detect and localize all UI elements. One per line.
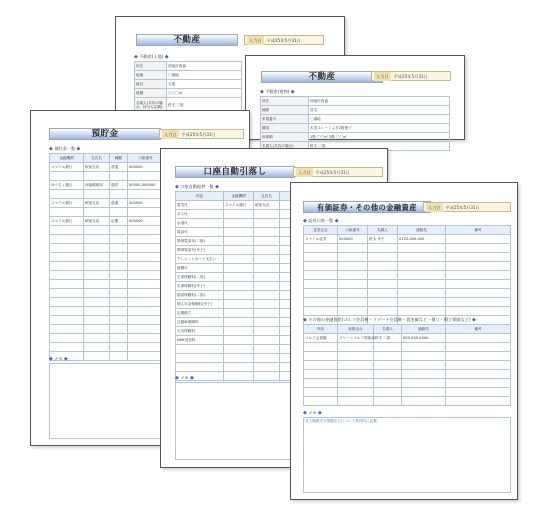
entered-date-value: 平成25年5月31日 <box>266 38 301 43</box>
diamond-bullet-icon: ◆ <box>63 356 68 362</box>
section-heading: ◆ 証券口座一覧 ◆ <box>303 218 339 224</box>
table-row: 電気代 スマイル銀行 駅前支店 <box>176 201 383 210</box>
table-row <box>135 89 242 98</box>
entered-date-label: 入力日 <box>428 205 441 210</box>
table-row: ゴルフ会員権 グリーンゴルフ倶楽部 鈴木 二郎 000-000-0000 <box>304 334 511 343</box>
column-header: 口座番号 <box>128 154 164 163</box>
field-label: 所在 <box>261 97 309 106</box>
page-title: 有価証券・その他の金融資産 <box>303 201 431 213</box>
table-row: スマイル銀行 駅前支店 普通 000000 <box>50 163 247 172</box>
field-value: 居宅 <box>309 106 450 115</box>
table-row: 生命保険料(二郎) <box>176 273 383 282</box>
field-value: 〇〇〇㎡ <box>167 89 242 98</box>
table-row <box>304 379 511 388</box>
column-header: 連絡先 <box>398 226 446 235</box>
diamond-bullet-icon: ◆ <box>215 184 219 190</box>
table-row <box>304 298 511 307</box>
field-value: 木造スレートぶき2階建て <box>309 124 450 133</box>
entered-date-label: 入力日 <box>376 74 389 79</box>
column-header: 証券会社 <box>304 226 338 235</box>
field-value: 1階 〇〇㎡ 2階 〇〇㎡ <box>309 133 450 142</box>
entered-date-value: 平成25年5月31日 <box>181 132 216 137</box>
entered-date <box>423 202 511 212</box>
table-row <box>304 352 511 361</box>
table-row <box>304 262 511 271</box>
table-row: 携帯電話代(二郎) <box>176 237 383 246</box>
field-label: 家屋番号 <box>261 115 309 124</box>
diamond-bullet-icon: ◆ <box>175 375 179 381</box>
diamond-bullet-icon: ◆ <box>260 89 264 95</box>
table-row: 水道代 <box>176 219 383 228</box>
field-label: 構造 <box>261 124 309 133</box>
memo-heading: ◆ メモ ◆ <box>49 356 68 362</box>
field-value: 宅地 <box>167 80 242 89</box>
field-label: 所在 <box>135 62 167 71</box>
diamond-bullet-icon: ◆ <box>303 410 307 416</box>
sheet-real-estate-building <box>245 55 465 148</box>
table-row: NHK受信料 <box>176 336 383 345</box>
table-row <box>261 115 450 124</box>
entered-date-label: 入力日 <box>249 38 262 43</box>
memo-note: 非上場株式や国債などについて具体的に記載 <box>305 419 377 423</box>
column-header: 名義人 <box>374 325 402 334</box>
entered-date <box>371 71 451 81</box>
table-row <box>304 343 511 352</box>
sheet-securities <box>290 182 518 500</box>
diamond-bullet-icon: ◆ <box>164 54 169 60</box>
column-header: 金融機関 <box>224 192 254 201</box>
table-row <box>304 244 511 253</box>
diamond-bullet-icon: ◆ <box>189 375 194 381</box>
section-heading: ◆ 預貯金一覧 ◆ <box>49 146 81 152</box>
field-value: 〇番地 <box>167 71 242 80</box>
table-row <box>304 307 511 316</box>
diamond-bullet-icon: ◆ <box>49 146 53 152</box>
diamond-bullet-icon: ◆ <box>175 184 179 190</box>
table-row: ガス代 <box>176 210 383 219</box>
table-row: スマイル証券 000000 鈴木 幸子 0120-000-000 <box>304 235 511 244</box>
field-value: 〇番地 <box>309 115 450 124</box>
column-header: 金融機関 <box>50 154 84 163</box>
table-row: スマイル銀行 駅前支店 定期 000000 <box>50 217 247 226</box>
table-row <box>261 124 450 133</box>
diamond-bullet-icon: ◆ <box>76 146 81 152</box>
field-label: 名義人(共有の場合) <box>261 142 309 151</box>
diamond-bullet-icon: ◆ <box>49 356 53 362</box>
table-row: 個人年金保険料(幸子) <box>176 300 383 309</box>
diamond-bullet-icon: ◆ <box>471 317 476 323</box>
entered-date <box>159 129 244 139</box>
table-row: 生命保険料(幸子) <box>176 282 383 291</box>
column-header: 内容 <box>176 192 224 201</box>
table-header-row <box>304 325 511 334</box>
section-heading: ◆ 不動産(建物) ◆ <box>260 89 295 95</box>
page-title: 口座自動引落し <box>175 166 295 178</box>
field-label: 種類 <box>261 106 309 115</box>
table-row <box>304 280 511 289</box>
table-row: 火災保険料 <box>176 327 383 336</box>
page-title: 不動産 <box>261 71 383 83</box>
table-row: ゆうちょ銀行 西福郵便局 通常 00000-000000 <box>50 181 247 190</box>
table-row <box>304 253 511 262</box>
table-row <box>304 289 511 298</box>
other-assets-table <box>303 324 511 406</box>
column-header: 備考 <box>446 325 511 334</box>
field-label: 床面積 <box>261 133 309 142</box>
table-row <box>261 133 450 142</box>
entered-date <box>293 167 383 177</box>
memo-heading: ◆ メモ ◆ <box>303 410 322 416</box>
table-row: 新聞代 <box>176 264 383 273</box>
table-row <box>304 397 511 406</box>
section-heading: ◆ 口座自動振替一覧 ◆ <box>175 184 219 190</box>
table-row: 損害保険料(二郎) <box>176 291 383 300</box>
diamond-bullet-icon: ◆ <box>303 317 307 323</box>
entered-date-label: 入力日 <box>298 170 311 175</box>
diamond-bullet-icon: ◆ <box>303 218 307 224</box>
table-row <box>135 71 242 80</box>
entered-date-value: 平成25年5月31日 <box>315 170 350 175</box>
page-title: 預貯金 <box>49 128 161 140</box>
field-label: 地番 <box>135 71 167 80</box>
column-header: 内容 <box>304 325 338 334</box>
table-row <box>304 361 511 370</box>
memo-area <box>303 417 511 493</box>
land-table <box>134 61 242 112</box>
table-header-row <box>304 226 511 235</box>
column-header: 備考 <box>446 226 511 235</box>
diamond-bullet-icon: ◆ <box>134 54 138 60</box>
column-header: 支店名 <box>84 154 110 163</box>
table-row: スマイル銀行 駅前支店 普通 000000 <box>50 199 247 208</box>
diamond-bullet-icon: ◆ <box>290 89 295 95</box>
field-value: 西福市西福 <box>167 62 242 71</box>
securities-table <box>303 225 511 325</box>
entered-date <box>244 35 324 45</box>
field-label: 名義人(共有の場合、持分も記載) <box>135 98 167 112</box>
column-header: 口座番号 <box>338 226 368 235</box>
column-header: 名義人 <box>368 226 398 235</box>
table-row <box>304 370 511 379</box>
table-row <box>261 106 450 115</box>
table-row <box>135 62 242 71</box>
section-heading: ◆ 不動産(土地) ◆ <box>134 54 169 60</box>
table-row: クレジットカード支払い <box>176 255 383 264</box>
field-label: 地目 <box>135 80 167 89</box>
table-row <box>304 271 511 280</box>
diamond-bullet-icon: ◆ <box>317 410 322 416</box>
table-row: 自動車保険料 <box>176 318 383 327</box>
entered-date-label: 入力日 <box>164 132 177 137</box>
memo-heading: ◆ メモ ◆ <box>175 375 194 381</box>
entered-date-value: 平成25年5月31日 <box>393 74 428 79</box>
column-header: 取扱会社 <box>338 325 374 334</box>
table-row: 電話代 <box>176 228 383 237</box>
page-title: 不動産 <box>136 34 238 46</box>
table-row <box>135 80 242 89</box>
field-value: 西福市西福 <box>309 97 450 106</box>
column-header: 支店名 <box>254 192 280 201</box>
table-row: 定期積立 <box>176 309 383 318</box>
field-value: 鈴木 二郎 <box>309 142 450 151</box>
diamond-bullet-icon: ◆ <box>334 218 339 224</box>
column-header: 連絡先 <box>402 325 446 334</box>
field-value: 鈴木 二郎 <box>167 98 242 112</box>
entered-date-value: 平成25年5月31日 <box>445 205 480 210</box>
building-table <box>260 96 450 151</box>
field-label: 地積 <box>135 89 167 98</box>
column-header: 種類 <box>110 154 128 163</box>
table-row <box>261 97 450 106</box>
table-row <box>304 388 511 397</box>
section-heading: ◆ その他の金融資産(ゴルフ会員権・リゾート会員権・貴金属など・積立・積立保険など) ◆ <box>303 317 476 323</box>
table-row: 携帯電話代(幸子) <box>176 246 383 255</box>
